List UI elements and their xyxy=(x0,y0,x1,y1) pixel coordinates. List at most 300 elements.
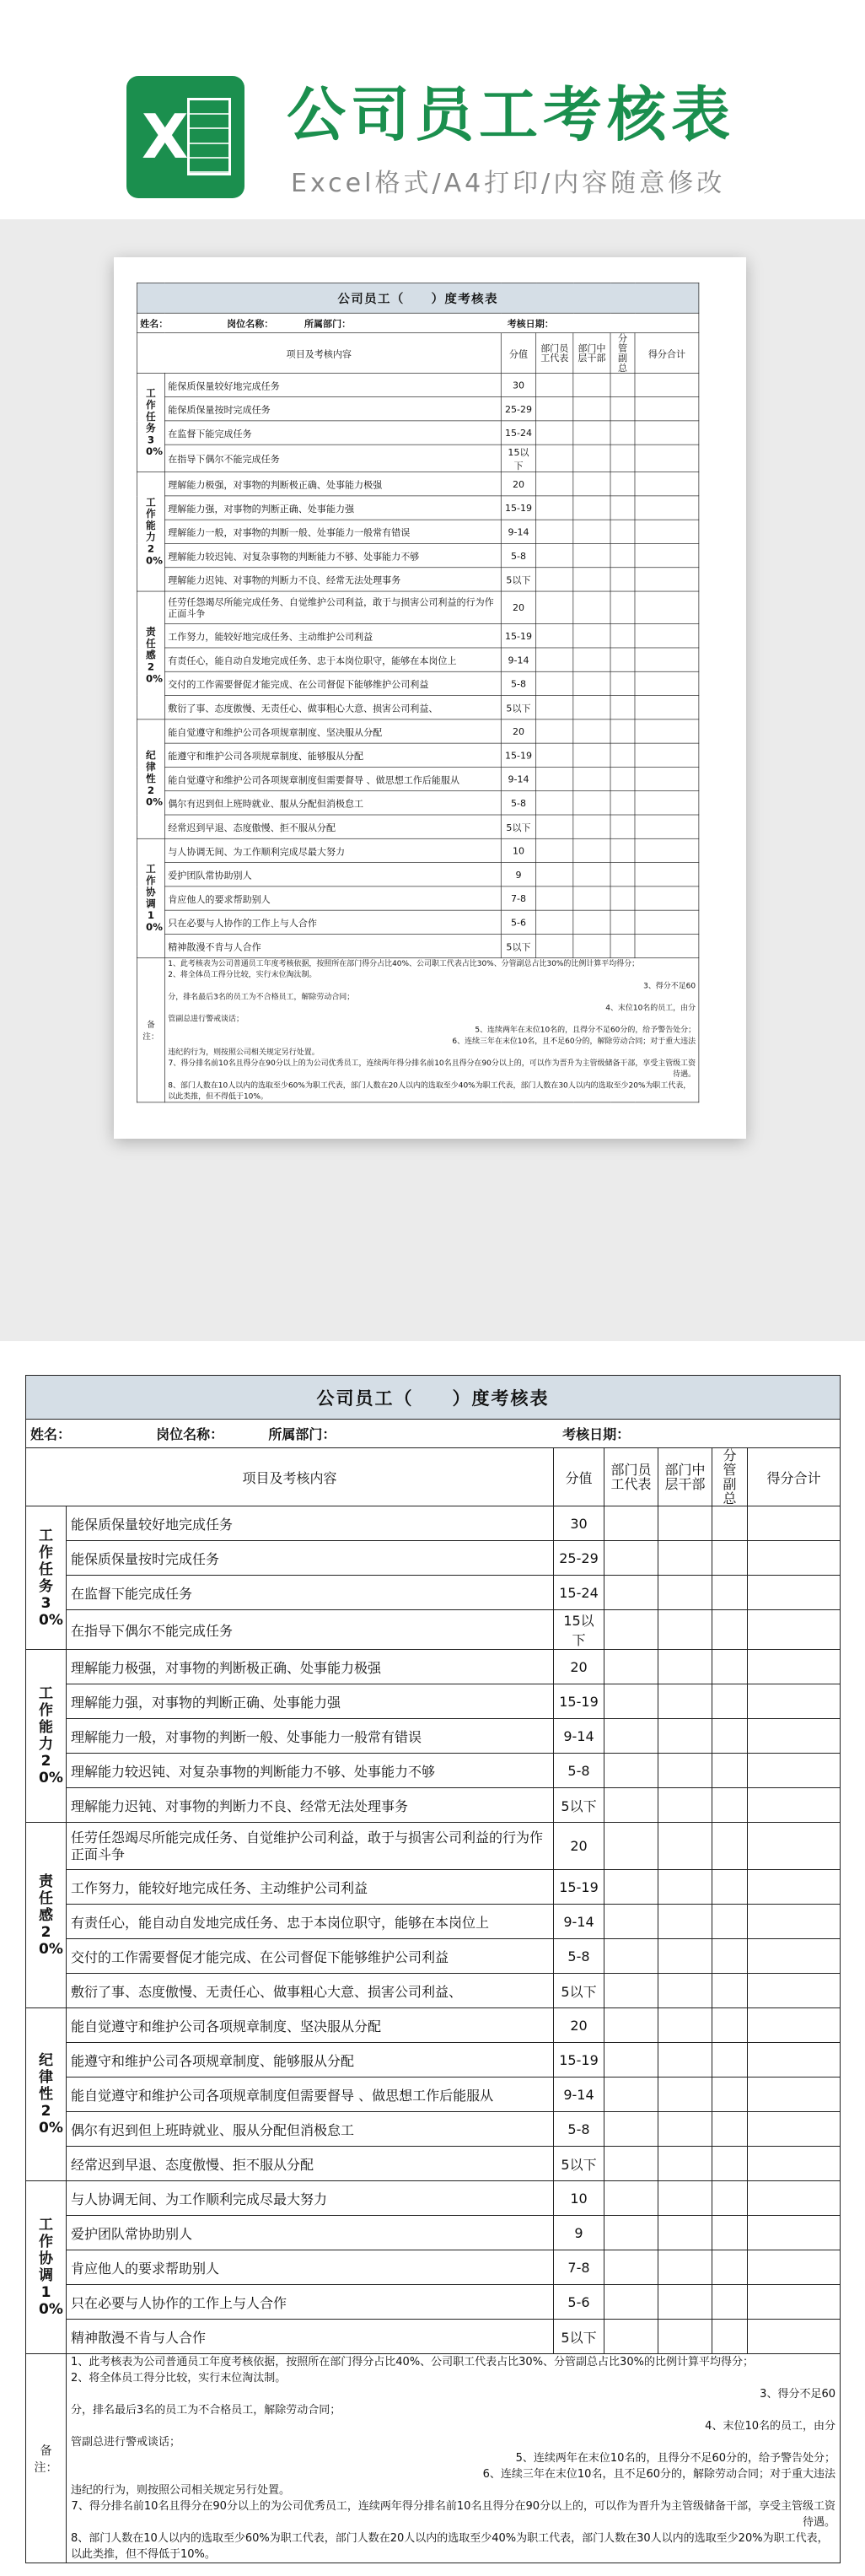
total-input[interactable] xyxy=(748,1974,841,2008)
assessment-table xyxy=(25,1375,841,2563)
vp-input[interactable] xyxy=(712,1506,748,1541)
dept-mid-input[interactable] xyxy=(658,1974,712,2008)
header-dept-rep: 部门员工代表 xyxy=(536,333,573,374)
dept-mid-input[interactable] xyxy=(658,1610,712,1650)
total-input[interactable] xyxy=(635,373,699,396)
header-dept-mid: 部门中层干部 xyxy=(573,333,610,374)
dept-mid-input[interactable] xyxy=(573,767,610,790)
dept-rep-input[interactable] xyxy=(536,421,573,445)
dept-mid-input[interactable] xyxy=(573,472,610,496)
total-input[interactable] xyxy=(635,791,699,815)
vp-input[interactable] xyxy=(712,1719,748,1754)
dept-mid-input[interactable] xyxy=(573,719,610,743)
vp-input[interactable] xyxy=(610,887,635,910)
table-row xyxy=(137,397,699,421)
total-input[interactable] xyxy=(635,568,699,591)
info-cell xyxy=(26,1420,554,1448)
score-range: 15-24 xyxy=(501,421,535,445)
score-range: 5-8 xyxy=(501,543,535,567)
dept-mid-input[interactable] xyxy=(658,2078,712,2112)
score-range: 20 xyxy=(501,472,535,496)
dept-rep-input[interactable] xyxy=(536,791,573,815)
vp-input[interactable] xyxy=(610,719,635,743)
dept-rep-input[interactable] xyxy=(604,1905,658,1939)
dept-rep-input[interactable] xyxy=(536,696,573,719)
note-line4: 分，排名最后3名的员工为不合格员工，解除劳动合同； xyxy=(168,992,355,1002)
dept-rep-input[interactable] xyxy=(536,743,573,767)
criteria-text: 精神散漫不肯与人合作 xyxy=(67,2320,554,2354)
dept-mid-input[interactable] xyxy=(573,934,610,957)
dept-mid-input[interactable] xyxy=(658,2250,712,2285)
table-row xyxy=(26,1541,841,1576)
total-input[interactable] xyxy=(748,1650,841,1684)
dept-rep-input[interactable] xyxy=(536,472,573,496)
dept-mid-input[interactable] xyxy=(658,2181,712,2216)
table-row xyxy=(137,445,699,472)
name-label: 姓名： xyxy=(140,318,169,330)
criteria-text: 能遵守和维护公司各项规章制度、能够服从分配 xyxy=(164,743,501,767)
category-cell xyxy=(26,2008,67,2181)
dept-mid-input[interactable] xyxy=(573,671,610,695)
dept-mid-input[interactable] xyxy=(573,863,610,887)
table-row xyxy=(137,838,699,862)
vp-input[interactable] xyxy=(712,2181,748,2216)
table-row xyxy=(137,496,699,520)
dept-mid-input[interactable] xyxy=(658,1684,712,1719)
dept-rep-input[interactable] xyxy=(604,1788,658,1823)
position-label: 岗位名称： xyxy=(156,1426,224,1442)
score-range: 5以下 xyxy=(501,696,535,719)
score-range: 15-19 xyxy=(554,1870,604,1905)
criteria-text: 任劳任怨竭尽所能完成任务、自觉维护公司利益，敢于与损害公司利益的行为作正面斗争 xyxy=(67,1823,554,1870)
score-range: 5-8 xyxy=(501,791,535,815)
score-range: 15-19 xyxy=(501,624,535,648)
total-input[interactable] xyxy=(635,910,699,934)
dept-mid-input[interactable] xyxy=(573,648,610,671)
table-row xyxy=(137,648,699,671)
dept-rep-input[interactable] xyxy=(604,2216,658,2250)
vp-input[interactable] xyxy=(610,624,635,648)
total-input[interactable] xyxy=(635,472,699,496)
table-row xyxy=(26,1610,841,1650)
total-input[interactable] xyxy=(748,1576,841,1610)
total-input[interactable] xyxy=(635,838,699,862)
total-input[interactable] xyxy=(635,648,699,671)
table-row xyxy=(26,1650,841,1684)
category-label: 工作任务30% xyxy=(39,1527,63,1629)
dept-mid-input[interactable] xyxy=(658,1506,712,1541)
vp-input[interactable] xyxy=(712,1541,748,1576)
note-line6: 管副总进行警戒谈话； xyxy=(168,1015,244,1024)
total-input[interactable] xyxy=(748,1823,841,1870)
dept-mid-input[interactable] xyxy=(658,2147,712,2181)
dept-mid-input[interactable] xyxy=(573,743,610,767)
header-row xyxy=(137,333,699,374)
vp-input[interactable] xyxy=(712,1754,748,1788)
vp-input[interactable] xyxy=(712,1905,748,1939)
dept-rep-input[interactable] xyxy=(604,2320,658,2354)
total-input[interactable] xyxy=(635,624,699,648)
note-line2: 2、将全体员工得分比较，实行末位淘汰制。 xyxy=(71,2372,287,2385)
total-input[interactable] xyxy=(635,696,699,719)
criteria-text: 与人协调无间、为工作顺利完成尽最大努力 xyxy=(67,2181,554,2216)
dept-rep-input[interactable] xyxy=(604,2078,658,2112)
total-input[interactable] xyxy=(748,2008,841,2043)
total-input[interactable] xyxy=(635,397,699,421)
total-input[interactable] xyxy=(748,2043,841,2078)
dept-rep-input[interactable] xyxy=(604,1684,658,1719)
total-input[interactable] xyxy=(748,2320,841,2354)
position-label: 岗位名称： xyxy=(227,318,274,330)
dept-mid-input[interactable] xyxy=(573,520,610,543)
dept-rep-input[interactable] xyxy=(536,591,573,624)
dept-mid-input[interactable] xyxy=(573,696,610,719)
notes-text xyxy=(164,958,698,1102)
vp-input[interactable] xyxy=(712,1576,748,1610)
dept-mid-input[interactable] xyxy=(573,445,610,472)
note-line8: 6、连续三年在末位10名，且不足60分的，解除劳动合同；对于重大违法 xyxy=(452,1037,696,1046)
dept-rep-input[interactable] xyxy=(604,2250,658,2285)
note-line7: 5、连续两年在末位10名的，且得分不足60分的，给予警告处分； xyxy=(515,2452,835,2465)
total-input[interactable] xyxy=(748,1541,841,1576)
table-row xyxy=(26,2216,841,2250)
table-row xyxy=(26,2078,841,2112)
total-input[interactable] xyxy=(748,2250,841,2285)
note-line11: 8、部门人数在10人以内的选取至少60%为职工代表，部门人数在20人以内的选取至少40%为职工代表，部门人数在30人以内的选取至少20%为职工代表，以此类推，但不得低于10%。 xyxy=(168,1081,691,1102)
date-cell xyxy=(554,1420,841,1448)
vp-input[interactable] xyxy=(712,1939,748,1974)
category-cell xyxy=(137,838,164,957)
dept-rep-input[interactable] xyxy=(536,520,573,543)
notes-row xyxy=(26,2354,841,2563)
category-cell xyxy=(137,472,164,591)
score-range: 15以下 xyxy=(501,445,535,472)
dept-rep-input[interactable] xyxy=(536,910,573,934)
criteria-text: 在监督下能完成任务 xyxy=(67,1576,554,1610)
dept-rep-input[interactable] xyxy=(536,496,573,520)
total-input[interactable] xyxy=(748,1905,841,1939)
total-input[interactable] xyxy=(635,520,699,543)
dept-mid-input[interactable] xyxy=(658,1870,712,1905)
total-input[interactable] xyxy=(748,2147,841,2181)
note-line5: 4、末位10名的员工，由分 xyxy=(705,2420,835,2433)
vp-input[interactable] xyxy=(610,934,635,957)
dept-mid-input[interactable] xyxy=(573,543,610,567)
vp-input[interactable] xyxy=(712,2285,748,2320)
note-line9: 违纪的行为，则按照公司相关规定另行处置。 xyxy=(168,1048,320,1057)
dept-mid-input[interactable] xyxy=(658,1788,712,1823)
score-range: 5以下 xyxy=(501,815,535,838)
vp-input[interactable] xyxy=(610,472,635,496)
dept-mid-input[interactable] xyxy=(573,815,610,838)
total-input[interactable] xyxy=(748,2078,841,2112)
criteria-text: 理解能力极强，对事物的判断极正确、处事能力极强 xyxy=(164,472,501,496)
score-range: 7-8 xyxy=(554,2250,604,2285)
dept-rep-input[interactable] xyxy=(604,1974,658,2008)
vp-input[interactable] xyxy=(712,2216,748,2250)
total-input[interactable] xyxy=(748,1610,841,1650)
vp-input[interactable] xyxy=(712,2078,748,2112)
dept-rep-input[interactable] xyxy=(604,1754,658,1788)
dept-rep-input[interactable] xyxy=(536,671,573,695)
table-row xyxy=(26,1788,841,1823)
dept-rep-input[interactable] xyxy=(536,445,573,472)
dept-rep-input[interactable] xyxy=(536,863,573,887)
dept-mid-input[interactable] xyxy=(658,2216,712,2250)
excel-logo-icon xyxy=(126,76,244,198)
total-input[interactable] xyxy=(635,767,699,790)
table-row xyxy=(26,1506,841,1541)
dept-mid-input[interactable] xyxy=(573,910,610,934)
score-range: 5以下 xyxy=(554,1788,604,1823)
score-range: 9 xyxy=(554,2216,604,2250)
criteria-text: 敷衍了事、态度傲慢、无责任心、做事粗心大意、损害公司利益、 xyxy=(164,696,501,719)
vp-input[interactable] xyxy=(610,767,635,790)
total-input[interactable] xyxy=(748,1870,841,1905)
criteria-text: 经常迟到早退、态度傲慢、拒不服从分配 xyxy=(164,815,501,838)
vp-input[interactable] xyxy=(610,910,635,934)
vp-input[interactable] xyxy=(610,421,635,445)
vp-input[interactable] xyxy=(712,1650,748,1684)
vp-input[interactable] xyxy=(712,1788,748,1823)
dept-rep-input[interactable] xyxy=(536,568,573,591)
total-input[interactable] xyxy=(635,934,699,957)
dept-mid-input[interactable] xyxy=(573,887,610,910)
dept-rep-input[interactable] xyxy=(536,397,573,421)
criteria-text: 偶尔有迟到但上班時就业、服从分配但消极怠工 xyxy=(67,2112,554,2147)
score-range: 20 xyxy=(554,1650,604,1684)
vp-input[interactable] xyxy=(610,543,635,567)
vp-input[interactable] xyxy=(712,2250,748,2285)
total-input[interactable] xyxy=(748,2181,841,2216)
total-input[interactable] xyxy=(635,863,699,887)
dept-mid-input[interactable] xyxy=(573,838,610,862)
vp-input[interactable] xyxy=(610,671,635,695)
criteria-text: 能保质保量较好地完成任务 xyxy=(67,1506,554,1541)
dept-mid-input[interactable] xyxy=(658,1650,712,1684)
dept-mid-input[interactable] xyxy=(573,421,610,445)
preview-card xyxy=(114,257,746,1139)
score-range: 9-14 xyxy=(554,2078,604,2112)
preview-sheet xyxy=(137,283,718,1102)
vp-input[interactable] xyxy=(712,1870,748,1905)
table-row xyxy=(137,472,699,496)
dept-rep-input[interactable] xyxy=(604,1576,658,1610)
vp-input[interactable] xyxy=(712,1684,748,1719)
vp-input[interactable] xyxy=(610,373,635,396)
vp-input[interactable] xyxy=(712,2320,748,2354)
table-row xyxy=(137,696,699,719)
total-input[interactable] xyxy=(635,445,699,472)
dept-rep-input[interactable] xyxy=(536,373,573,396)
dept-mid-input[interactable] xyxy=(658,2043,712,2078)
dept-mid-input[interactable] xyxy=(658,1541,712,1576)
total-input[interactable] xyxy=(748,1506,841,1541)
score-range: 5以下 xyxy=(554,1974,604,2008)
info-row xyxy=(137,313,699,332)
total-input[interactable] xyxy=(635,421,699,445)
vp-input[interactable] xyxy=(610,397,635,421)
vp-input[interactable] xyxy=(712,1974,748,2008)
dept-rep-input[interactable] xyxy=(536,719,573,743)
dept-rep-input[interactable] xyxy=(604,1506,658,1541)
dept-rep-input[interactable] xyxy=(536,648,573,671)
total-input[interactable] xyxy=(748,2216,841,2250)
vp-input[interactable] xyxy=(610,743,635,767)
table-row xyxy=(26,1870,841,1905)
dept-rep-input[interactable] xyxy=(604,2147,658,2181)
score-range: 10 xyxy=(554,2181,604,2216)
table-row xyxy=(26,1576,841,1610)
dept-mid-input[interactable] xyxy=(658,1939,712,1974)
dept-rep-input[interactable] xyxy=(604,1823,658,1870)
category-label: 工作能力20% xyxy=(146,496,163,567)
vp-input[interactable] xyxy=(610,791,635,815)
total-input[interactable] xyxy=(635,743,699,767)
date-label: 考核日期： xyxy=(562,1426,631,1442)
total-input[interactable] xyxy=(635,496,699,520)
table-row xyxy=(137,719,699,743)
table-row xyxy=(137,520,699,543)
total-input[interactable] xyxy=(635,719,699,743)
vp-input[interactable] xyxy=(610,496,635,520)
table-row xyxy=(137,591,699,624)
score-range: 5-8 xyxy=(501,671,535,695)
vp-input[interactable] xyxy=(610,838,635,862)
category-cell xyxy=(26,1650,67,1823)
total-input[interactable] xyxy=(748,1684,841,1719)
total-input[interactable] xyxy=(635,543,699,567)
header-vp: 分管副总 xyxy=(712,1448,748,1506)
score-range: 5-8 xyxy=(554,1754,604,1788)
table-row xyxy=(137,373,699,396)
vp-input[interactable] xyxy=(610,815,635,838)
criteria-text: 交付的工作需要督促才能完成、在公司督促下能够维护公司利益 xyxy=(164,671,501,695)
dept-rep-input[interactable] xyxy=(604,2181,658,2216)
dept-mid-input[interactable] xyxy=(658,2320,712,2354)
dept-rep-input[interactable] xyxy=(536,767,573,790)
table-row xyxy=(137,624,699,648)
dept-mid-input[interactable] xyxy=(573,591,610,624)
dept-mid-input[interactable] xyxy=(658,1905,712,1939)
dept-rep-input[interactable] xyxy=(536,624,573,648)
dept-mid-input[interactable] xyxy=(573,496,610,520)
score-range: 9 xyxy=(501,863,535,887)
score-range: 30 xyxy=(554,1506,604,1541)
department-label: 所属部门： xyxy=(268,1426,336,1442)
total-input[interactable] xyxy=(635,591,699,624)
total-input[interactable] xyxy=(748,2285,841,2320)
category-label: 纪律性20% xyxy=(146,750,163,809)
dept-rep-input[interactable] xyxy=(536,838,573,862)
criteria-text: 爱护团队常协助别人 xyxy=(164,863,501,887)
total-input[interactable] xyxy=(748,1788,841,1823)
score-range: 9-14 xyxy=(501,520,535,543)
criteria-text: 理解能力极强，对事物的判断极正确、处事能力极强 xyxy=(67,1650,554,1684)
dept-mid-input[interactable] xyxy=(658,1576,712,1610)
dept-rep-input[interactable] xyxy=(604,2285,658,2320)
total-input[interactable] xyxy=(748,1719,841,1754)
spreadsheet-grid-icon xyxy=(187,98,231,175)
dept-rep-input[interactable] xyxy=(536,543,573,567)
vp-input[interactable] xyxy=(610,568,635,591)
vp-input[interactable] xyxy=(712,2112,748,2147)
dept-mid-input[interactable] xyxy=(658,1754,712,1788)
date-label: 考核日期： xyxy=(507,318,554,330)
category-cell xyxy=(26,1506,67,1650)
table-row xyxy=(137,934,699,957)
total-input[interactable] xyxy=(748,2112,841,2147)
dept-rep-input[interactable] xyxy=(604,2112,658,2147)
total-input[interactable] xyxy=(748,1939,841,1974)
category-label: 责任感20% xyxy=(39,1873,63,1958)
table-row xyxy=(26,1823,841,1870)
criteria-text: 理解能力较迟钝、对复杂事物的判断能力不够、处事能力不够 xyxy=(164,543,501,567)
vp-input[interactable] xyxy=(610,520,635,543)
header-vp: 分管副总 xyxy=(610,333,635,374)
vp-input[interactable] xyxy=(712,2147,748,2181)
dept-rep-input[interactable] xyxy=(604,1610,658,1650)
total-input[interactable] xyxy=(635,815,699,838)
criteria-text: 能保质保量按时完成任务 xyxy=(164,397,501,421)
dept-rep-input[interactable] xyxy=(604,1541,658,1576)
vp-input[interactable] xyxy=(610,696,635,719)
dept-mid-input[interactable] xyxy=(573,568,610,591)
dept-mid-input[interactable] xyxy=(658,2112,712,2147)
total-input[interactable] xyxy=(635,887,699,910)
dept-rep-input[interactable] xyxy=(604,2008,658,2043)
dept-mid-input[interactable] xyxy=(658,1719,712,1754)
total-input[interactable] xyxy=(635,671,699,695)
dept-mid-input[interactable] xyxy=(573,791,610,815)
dept-mid-input[interactable] xyxy=(573,624,610,648)
vp-input[interactable] xyxy=(610,591,635,624)
header-total: 得分合计 xyxy=(635,333,699,374)
dept-rep-input[interactable] xyxy=(604,1870,658,1905)
vp-input[interactable] xyxy=(712,1610,748,1650)
note-line1: 1、此考核表为公司普通员工年度考核依据，按照所在部门得分占比40%、公司职工代表占比30%、分管副总占比30%的比例计算平均得分； xyxy=(168,959,640,968)
dept-rep-input[interactable] xyxy=(536,934,573,957)
dept-rep-input[interactable] xyxy=(604,1939,658,1974)
table-row xyxy=(137,863,699,887)
dept-rep-input[interactable] xyxy=(604,1650,658,1684)
table-row xyxy=(26,2112,841,2147)
vp-input[interactable] xyxy=(610,863,635,887)
vp-input[interactable] xyxy=(712,2008,748,2043)
dept-rep-input[interactable] xyxy=(604,2043,658,2078)
header-dept-mid: 部门中层干部 xyxy=(658,1448,712,1506)
dept-mid-input[interactable] xyxy=(658,2008,712,2043)
vp-input[interactable] xyxy=(610,648,635,671)
table-row xyxy=(26,1974,841,2008)
criteria-text: 能自觉遵守和维护公司各项规章制度、坚决服从分配 xyxy=(67,2008,554,2043)
dept-mid-input[interactable] xyxy=(573,373,610,396)
dept-mid-input[interactable] xyxy=(658,2285,712,2320)
header-score: 分值 xyxy=(501,333,535,374)
total-input[interactable] xyxy=(748,1754,841,1788)
vp-input[interactable] xyxy=(712,1823,748,1870)
dept-mid-input[interactable] xyxy=(658,1823,712,1870)
vp-input[interactable] xyxy=(712,2043,748,2078)
info-row xyxy=(26,1420,841,1448)
dept-rep-input[interactable] xyxy=(604,1719,658,1754)
dept-mid-input[interactable] xyxy=(573,397,610,421)
date-cell xyxy=(501,313,699,332)
dept-rep-input[interactable] xyxy=(536,815,573,838)
dept-rep-input[interactable] xyxy=(536,887,573,910)
table-row xyxy=(26,2043,841,2078)
vp-input[interactable] xyxy=(610,445,635,472)
